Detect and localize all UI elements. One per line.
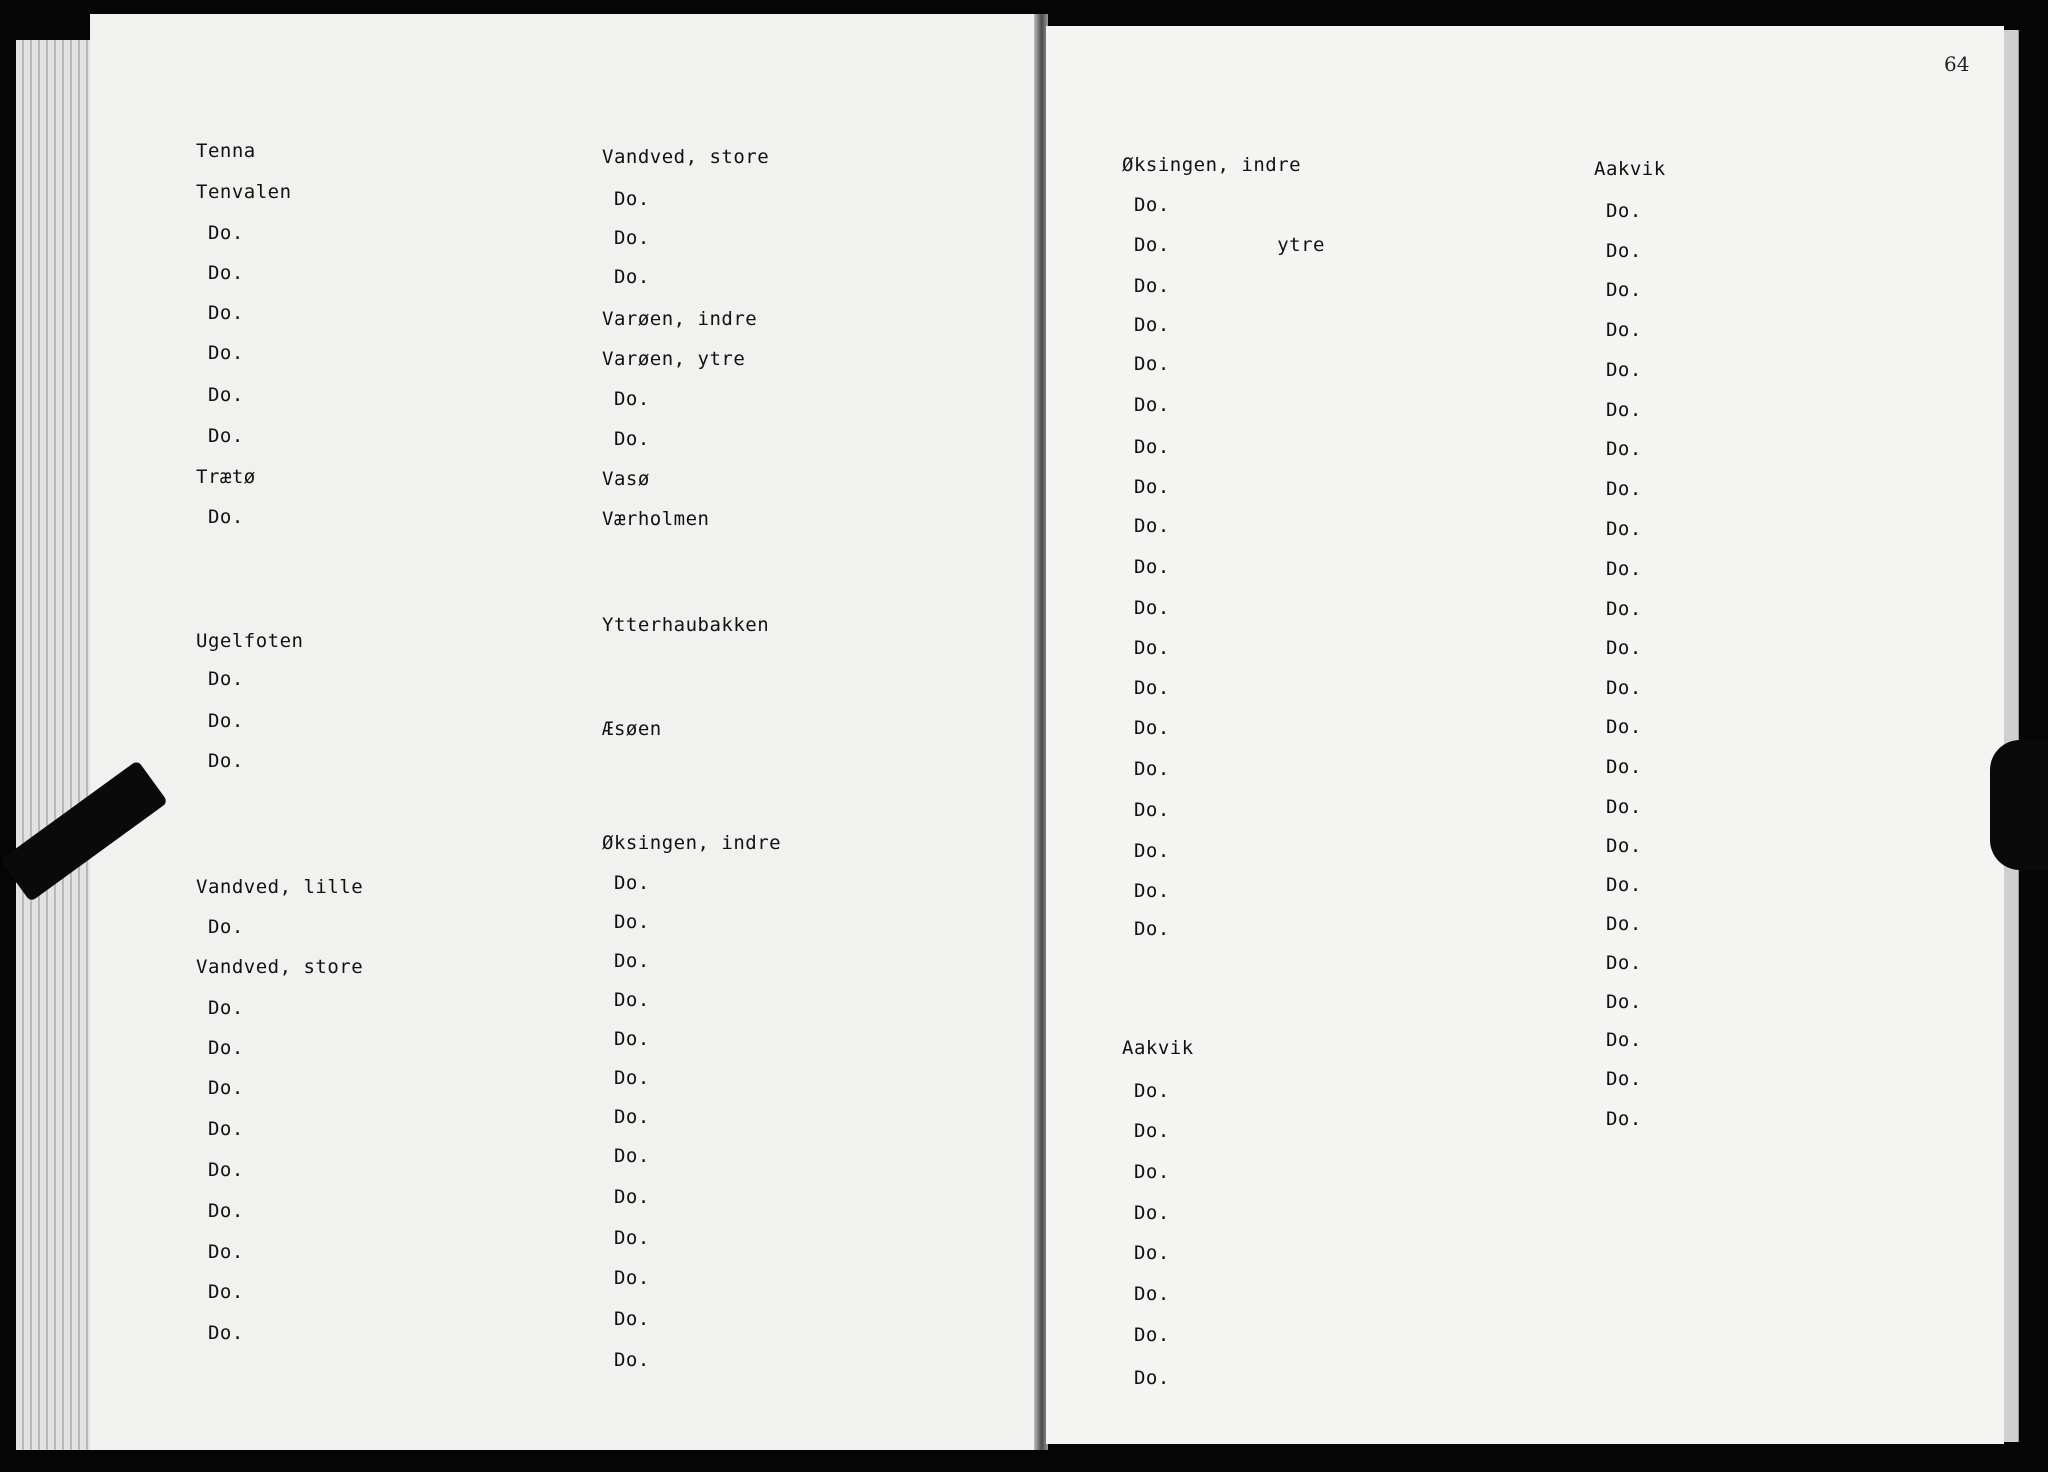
index-entry-name: Do. (1594, 518, 1642, 540)
index-entry-name: Do. (602, 227, 650, 249)
index-entry-name: Øksingen, indre (1122, 154, 1302, 176)
index-entry-name: Do. (1594, 478, 1642, 500)
index-entry-name: Værholmen (602, 508, 710, 530)
page-number: 64 (1944, 52, 1970, 76)
index-entry-name: Do. (1122, 194, 1170, 216)
index-entry-name: Do. (602, 266, 650, 288)
index-entry-name: Do. (196, 1077, 244, 1099)
index-entry-name: Do. (1594, 200, 1642, 222)
index-entry-name: Do. (196, 302, 244, 324)
index-entry-name: Do. (602, 950, 650, 972)
index-entry-name: Tenvalen (196, 181, 292, 203)
index-entry-name: Do. (196, 222, 244, 244)
index-entry-name: Do. (602, 1028, 650, 1050)
page-stack-edge (16, 40, 93, 1450)
index-entry-name: Do. (1594, 359, 1642, 381)
index-entry-name: Ugelfoten (196, 630, 304, 652)
index-entry-name: Do. (1594, 835, 1642, 857)
index-entry-name: Do. (1594, 952, 1642, 974)
index-entry-name: Do. (1122, 1080, 1170, 1102)
index-entry-name: Do. (1594, 677, 1642, 699)
index-entry-name: Do. (1122, 717, 1170, 739)
index-entry-name: Do. (1594, 399, 1642, 421)
index-entry-name: Do. (602, 1186, 650, 1208)
index-entry-name: Do. (602, 911, 650, 933)
index-entry-name: Vandved, lille (196, 876, 364, 898)
index-entry-name: Do. (1594, 756, 1642, 778)
index-entry-name: Vandved, store (196, 956, 364, 978)
index-entry-name: Do. (1122, 840, 1170, 862)
index-entry-name: Tenna (196, 140, 256, 162)
index-entry-name: Do. (602, 1227, 650, 1249)
index-entry-name: Do. (196, 262, 244, 284)
index-entry-name: Do. (1594, 796, 1642, 818)
index-entry-name: Do. (602, 388, 650, 410)
index-entry-name: Do. (1122, 314, 1170, 336)
index-entry-name: Vandved, store (602, 146, 770, 168)
index-entry-name: Do. (1122, 515, 1170, 537)
index-entry-name: Do. (1122, 1367, 1170, 1389)
index-entry-name: Do. (602, 1349, 650, 1371)
index-entry-name: Do. (602, 989, 650, 1011)
index-entry-name: Do. (1594, 558, 1642, 580)
index-entry-name: Do. (196, 1037, 244, 1059)
index-entry-name: Aakvik (1594, 158, 1666, 180)
index-entry-name: Trætø (196, 466, 256, 488)
index-entry-name: Do. (602, 1308, 650, 1330)
index-entry-name: Varøen, ytre (602, 348, 746, 370)
index-entry-name: Do. (602, 872, 650, 894)
index-entry-name: Do. (1594, 637, 1642, 659)
index-entry-name: Do. (196, 342, 244, 364)
index-entry-name: Do. (196, 710, 244, 732)
index-entry-name: Do. (1594, 319, 1642, 341)
right-page-edge (2004, 30, 2019, 1442)
index-entry-name: Do. (602, 1067, 650, 1089)
index-entry-name: Varøen, indre (602, 308, 758, 330)
index-entry-name: Do. ytre (1122, 234, 1325, 256)
index-entry-name: Vasø (602, 468, 650, 490)
index-entry-name: Ytterhaubakken (602, 614, 770, 636)
index-entry-name: Do. (196, 668, 244, 690)
index-entry-name: Do. (1122, 880, 1170, 902)
index-entry-name: Do. (1122, 799, 1170, 821)
index-entry-name: Æsøen (602, 718, 662, 740)
index-entry-name: Do. (1122, 556, 1170, 578)
index-entry-name: Do. (1122, 436, 1170, 458)
index-entry-name: Do. (196, 750, 244, 772)
index-entry-name: Øksingen, indre (602, 832, 782, 854)
page-clip-right (1990, 740, 2048, 870)
index-entry-name: Do. (1594, 1108, 1642, 1130)
index-entry-name: Do. (1122, 918, 1170, 940)
index-entry-name: Do. (196, 1159, 244, 1181)
index-entry-name: Do. (602, 1267, 650, 1289)
index-entry-name: Do. (1122, 637, 1170, 659)
index-entry-name: Do. (196, 384, 244, 406)
index-entry-name: Do. (602, 188, 650, 210)
index-entry-name: Do. (602, 1145, 650, 1167)
index-entry-name: Do. (1122, 1283, 1170, 1305)
index-entry-name: Do. (1594, 716, 1642, 738)
index-entry-name: Do. (1594, 874, 1642, 896)
index-entry-name: Do. (196, 1118, 244, 1140)
index-entry-name: Do. (1594, 240, 1642, 262)
index-entry-name: Do. (1122, 394, 1170, 416)
index-entry-name: Do. (1122, 1161, 1170, 1183)
index-entry-name: Do. (196, 916, 244, 938)
index-entry-name: Aakvik (1122, 1037, 1194, 1059)
index-entry-name: Do. (1122, 1324, 1170, 1346)
index-entry-name: Do. (196, 1322, 244, 1344)
index-entry-name: Do. (196, 1241, 244, 1263)
index-entry-name: Do. (602, 428, 650, 450)
index-entry-name: Do. (196, 1200, 244, 1222)
index-entry-name: Do. (196, 997, 244, 1019)
index-entry-name: Do. (1122, 758, 1170, 780)
index-entry-name: Do. (1122, 476, 1170, 498)
index-entry-name: Do. (1594, 1029, 1642, 1051)
index-entry-name: Do. (1594, 991, 1642, 1013)
index-entry-name: Do. (1122, 1120, 1170, 1142)
index-entry-name: Do. (1594, 913, 1642, 935)
index-entry-name: Do. (1122, 597, 1170, 619)
index-entry-name: Do. (1122, 1202, 1170, 1224)
index-entry-name: Do. (602, 1106, 650, 1128)
index-entry-name: Do. (196, 506, 244, 528)
index-entry-name: Do. (1122, 353, 1170, 375)
index-entry-name: Do. (1594, 438, 1642, 460)
index-entry-name: Do. (196, 425, 244, 447)
index-entry-name: Do. (1122, 677, 1170, 699)
index-entry-name: Do. (1594, 1068, 1642, 1090)
index-entry-name: Do. (196, 1281, 244, 1303)
index-entry-name: Do. (1594, 598, 1642, 620)
index-entry-name: Do. (1122, 275, 1170, 297)
index-entry-name: Do. (1122, 1242, 1170, 1264)
index-entry-name: Do. (1594, 279, 1642, 301)
